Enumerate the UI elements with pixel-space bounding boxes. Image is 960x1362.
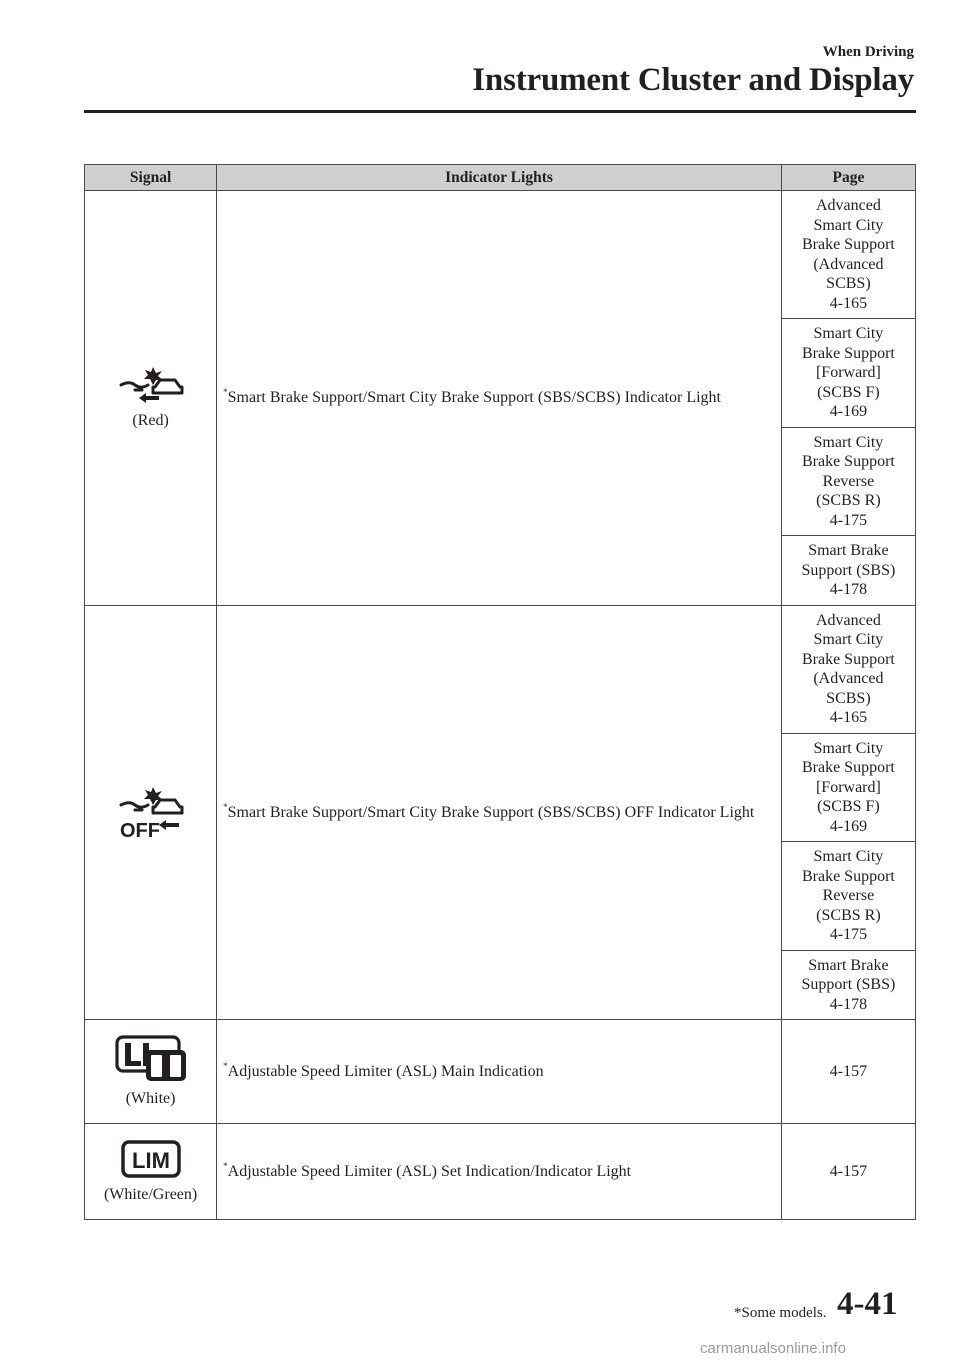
page-number: 4-41	[837, 1286, 898, 1322]
indicator-label: Adjustable Speed Limiter (ASL) Set Indication/Indicator Light	[227, 1162, 632, 1180]
table-row	[85, 605, 916, 733]
watermark: carmanualsonline.info	[700, 1340, 846, 1357]
smart-brake-support-warning-icon	[115, 365, 187, 405]
header-indicator: Indicator Lights	[217, 165, 782, 191]
footnote: *Some models.	[734, 1305, 827, 1321]
signal-cell	[85, 191, 217, 606]
page-cell: Advanced Smart City Brake Support (Advanced SCBS) 4-165	[781, 605, 915, 733]
smart-brake-support-off-icon	[115, 785, 187, 839]
table-row	[85, 191, 916, 319]
signal-cell	[85, 1124, 217, 1220]
indicator-cell	[217, 1020, 782, 1124]
speed-limiter-main-icon	[113, 1035, 189, 1083]
page-cell: Smart Brake Support (SBS) 4-178	[781, 950, 915, 1020]
page-cell: Advanced Smart City Brake Support (Advanced SCBS) 4-165	[781, 191, 915, 319]
asterisk: *	[223, 387, 228, 397]
page-cell: 4-157	[781, 1124, 915, 1220]
icon-off-text: OFF	[119, 820, 160, 840]
section-title: When Driving	[822, 44, 914, 60]
indicator-cell	[217, 1124, 782, 1220]
speed-limiter-set-icon	[120, 1139, 182, 1179]
indicator-cell	[217, 191, 782, 606]
icon-lim-text: LIM	[131, 1147, 170, 1173]
chapter-title: Instrument Cluster and Display	[472, 62, 914, 98]
header-signal: Signal	[85, 165, 217, 191]
signal-caption: (White)	[125, 1089, 176, 1107]
indicator-label: Smart Brake Support/Smart City Brake Support (SBS/SCBS) OFF Indicator Light	[227, 803, 755, 821]
header-page: Page	[781, 165, 915, 191]
page-cell: Smart City Brake Support [Forward] (SCBS F) 4-169	[781, 319, 915, 428]
page-cell: 4-157	[781, 1020, 915, 1124]
page-cell: Smart Brake Support (SBS) 4-178	[781, 536, 915, 606]
page-cell: Smart City Brake Support Reverse (SCBS R) 4-175	[781, 427, 915, 536]
table-row	[85, 1124, 916, 1220]
indicator-label: Smart Brake Support/Smart City Brake Support (SBS/SCBS) Indicator Light	[227, 389, 721, 406]
asterisk: *	[223, 1160, 228, 1171]
signal-cell	[85, 1020, 217, 1124]
table-row	[85, 1020, 916, 1124]
table-header-row	[85, 165, 916, 191]
indicator-cell	[217, 605, 782, 1020]
signal-caption: (White/Green)	[103, 1185, 198, 1203]
signal-cell	[85, 605, 217, 1020]
asterisk: *	[223, 801, 228, 812]
indicator-table	[84, 164, 916, 1220]
signal-caption: (Red)	[132, 412, 169, 429]
asterisk: *	[223, 1060, 228, 1071]
page-cell: Smart City Brake Support Reverse (SCBS R) 4-175	[781, 842, 915, 951]
header-rule	[84, 110, 916, 113]
indicator-label: Adjustable Speed Limiter (ASL) Main Indication	[227, 1062, 544, 1080]
page-cell: Smart City Brake Support [Forward] (SCBS F) 4-169	[781, 733, 915, 842]
